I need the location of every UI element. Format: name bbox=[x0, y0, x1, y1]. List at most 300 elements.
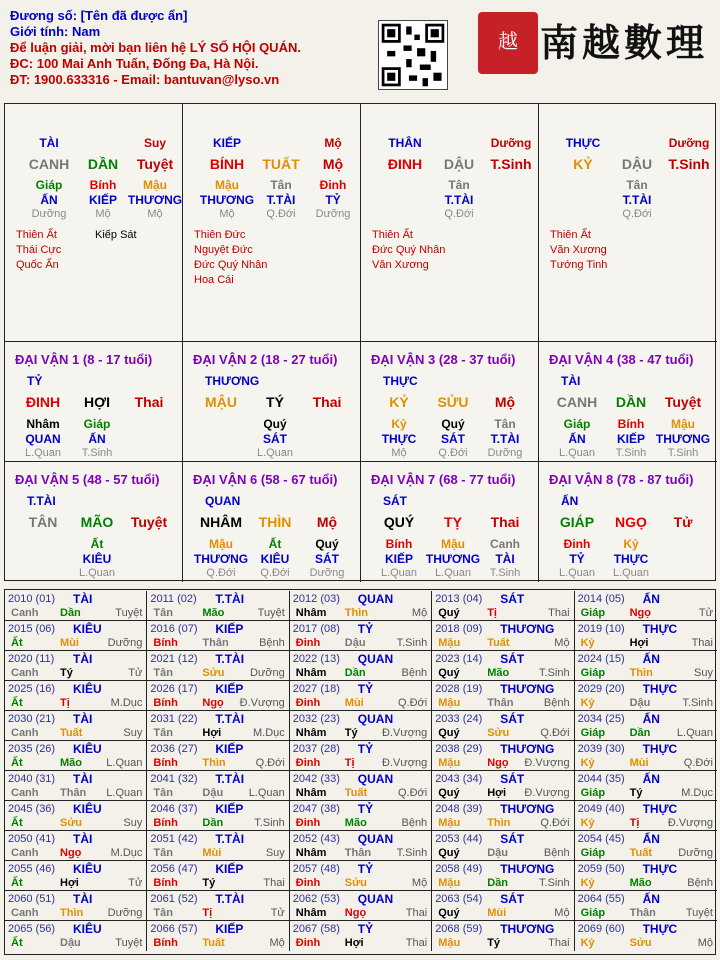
year-label: 2047 (38) bbox=[292, 803, 340, 815]
year-branch: Hợi bbox=[629, 637, 649, 649]
pillar-main: Mộ bbox=[322, 156, 344, 172]
year-cell[interactable] bbox=[5, 801, 147, 831]
year-stage: Tử bbox=[128, 667, 143, 679]
year-branch: Dần bbox=[344, 667, 366, 679]
luck-r3: Q.Đới bbox=[260, 567, 290, 579]
year-cell[interactable] bbox=[5, 831, 147, 861]
year-label: 2069 (60) bbox=[577, 923, 625, 935]
year-stem: Đinh bbox=[295, 637, 321, 649]
year-cell[interactable] bbox=[575, 621, 717, 651]
year-branch: Ngọ bbox=[629, 607, 651, 619]
year-stem: Giáp bbox=[580, 907, 606, 919]
year-stem: Kỷ bbox=[580, 637, 595, 649]
year-stage: Dưỡng bbox=[250, 667, 285, 679]
luck-r2: SÁT bbox=[441, 432, 465, 446]
luck-r1: Quý bbox=[441, 417, 465, 431]
year-god: TÀI bbox=[73, 592, 93, 606]
year-branch: Mùi bbox=[344, 697, 364, 709]
luck-main: DẦN bbox=[615, 394, 647, 410]
luck-cycle-cell[interactable] bbox=[361, 462, 539, 582]
year-cell[interactable] bbox=[5, 891, 147, 921]
year-cell[interactable] bbox=[147, 741, 289, 771]
luck-main: Tuyệt bbox=[130, 514, 168, 530]
pillar-top: Dưỡng bbox=[490, 136, 532, 150]
year-stem: Quý bbox=[438, 667, 460, 679]
year-label: 2023 (14) bbox=[435, 653, 483, 665]
year-label: 2064 (55) bbox=[577, 893, 625, 905]
luck-cycle-cell[interactable] bbox=[539, 342, 717, 462]
luck-cycle-god: QUAN bbox=[205, 494, 241, 508]
year-cell[interactable] bbox=[290, 741, 432, 771]
year-stage: T.Sinh bbox=[396, 637, 428, 649]
pillar-star: Tướng Tinh bbox=[550, 259, 608, 271]
luck-main: Thai bbox=[134, 394, 164, 410]
year-cell[interactable] bbox=[575, 681, 717, 711]
year-label: 2041 (32) bbox=[150, 773, 198, 785]
year-branch: Thân bbox=[344, 847, 372, 859]
luck-cycle-god: TỶ bbox=[27, 374, 43, 388]
year-stage: M.Dục bbox=[110, 847, 143, 859]
year-cell[interactable] bbox=[575, 831, 717, 861]
qr-code-icon[interactable] bbox=[378, 20, 448, 90]
year-branch: Tuất bbox=[629, 847, 652, 859]
luck-r3: Mộ bbox=[391, 447, 407, 459]
year-branch: Tuất bbox=[344, 787, 368, 799]
year-stage: Mộ bbox=[554, 907, 570, 919]
year-stage: Mộ bbox=[269, 937, 285, 949]
year-stem: Bính bbox=[153, 697, 178, 709]
luck-main: TÝ bbox=[266, 394, 284, 410]
year-cell[interactable] bbox=[432, 591, 574, 621]
luck-r3: L.Quan bbox=[380, 567, 418, 579]
year-cell[interactable] bbox=[147, 921, 289, 951]
year-branch: Tý bbox=[629, 787, 643, 799]
pillar-r3: Mộ bbox=[219, 208, 235, 220]
year-stem: Quý bbox=[438, 847, 460, 859]
pillar-main: ĐINH bbox=[387, 156, 423, 172]
year-stem: Đinh bbox=[295, 697, 321, 709]
year-stem: Ất bbox=[11, 937, 23, 949]
year-cell[interactable] bbox=[5, 711, 147, 741]
year-cell[interactable] bbox=[432, 771, 574, 801]
year-stage: Dưỡng bbox=[107, 907, 143, 919]
year-branch: Mão bbox=[60, 757, 82, 769]
pillar-r2: TỶ bbox=[325, 193, 341, 207]
pillar-star: Nguyệt Đức bbox=[194, 244, 253, 256]
year-stage: Tử bbox=[270, 907, 285, 919]
pillar-r2: THƯƠNG bbox=[199, 193, 255, 207]
luck-cycle-cell[interactable] bbox=[361, 342, 539, 462]
year-cell[interactable] bbox=[432, 651, 574, 681]
luck-cycle-cell[interactable] bbox=[183, 462, 361, 582]
year-cell[interactable] bbox=[575, 711, 717, 741]
year-stage: Tuyệt bbox=[257, 607, 285, 619]
year-god: KIẾP bbox=[215, 682, 244, 696]
year-label: 2050 (41) bbox=[8, 833, 56, 845]
pillar-r3: Dưỡng bbox=[315, 208, 351, 220]
year-cell[interactable] bbox=[290, 861, 432, 891]
year-cell[interactable] bbox=[290, 621, 432, 651]
year-cell[interactable] bbox=[5, 741, 147, 771]
pillar-r2: THƯƠNG bbox=[127, 193, 183, 207]
year-stage: Tử bbox=[128, 877, 143, 889]
year-cell[interactable] bbox=[5, 651, 147, 681]
year-god: SÁT bbox=[500, 652, 525, 666]
luck-r1: Đinh bbox=[563, 537, 591, 551]
year-stage: Bệnh bbox=[401, 667, 428, 679]
year-stem: Canh bbox=[11, 607, 39, 619]
year-god: TÀI bbox=[73, 772, 93, 786]
year-stem: Mậu bbox=[438, 697, 461, 709]
year-stage: Bệnh bbox=[687, 877, 713, 889]
luck-r3: T.Sinh bbox=[667, 447, 699, 459]
year-stem: Canh bbox=[11, 847, 39, 859]
year-cell[interactable] bbox=[575, 861, 717, 891]
address: ĐC: 100 Mai Anh Tuấn, Đống Đa, Hà Nội. bbox=[10, 56, 259, 71]
year-god: QUAN bbox=[357, 592, 394, 606]
year-stage: L.Quan bbox=[676, 727, 713, 739]
year-branch: Mão bbox=[344, 817, 367, 829]
luck-r3: T.Sinh bbox=[615, 447, 647, 459]
year-stem: Tân bbox=[153, 727, 173, 739]
luck-r3: T.Sinh bbox=[81, 447, 113, 459]
luck-r1: Mậu bbox=[209, 537, 233, 551]
year-branch: Thìn bbox=[629, 667, 653, 679]
year-stage: Đ.Vượng bbox=[239, 697, 285, 709]
year-branch: Dậu bbox=[60, 937, 81, 949]
luck-r1: Tân bbox=[494, 417, 516, 431]
consult-note: Để luận giải, mời bạn liên hệ LÝ SỐ HỘI QUÁN. bbox=[10, 40, 301, 55]
pillar-star: Đức Quý Nhân bbox=[372, 244, 446, 256]
year-label: 2025 (16) bbox=[8, 683, 56, 695]
luck-cycle-cell[interactable] bbox=[183, 342, 361, 462]
luck-r1: Ất bbox=[268, 537, 282, 551]
pillar-cell[interactable] bbox=[539, 104, 717, 342]
year-god: ẤN bbox=[642, 772, 660, 786]
luck-cycle-title: ĐẠI VẬN 5 (48 - 57 tuổi) bbox=[15, 472, 160, 487]
year-cell[interactable] bbox=[432, 711, 574, 741]
year-stage: Thai bbox=[405, 937, 428, 949]
year-god: T.TÀI bbox=[215, 652, 245, 666]
year-branch: Mão bbox=[202, 607, 225, 619]
year-god: THỰC bbox=[642, 802, 678, 816]
year-cell[interactable] bbox=[147, 621, 289, 651]
luck-main: KỶ bbox=[389, 394, 409, 410]
luck-r1: Kỷ bbox=[623, 537, 639, 551]
luck-r1: Ất bbox=[90, 537, 104, 551]
year-branch: Dậu bbox=[487, 847, 508, 859]
year-cell[interactable] bbox=[432, 621, 574, 651]
pillar-r2: T.TÀI bbox=[266, 193, 296, 207]
pillar-r2: KIẾP bbox=[88, 193, 118, 207]
year-stage: Suy bbox=[694, 667, 713, 679]
year-stem: Bính bbox=[153, 817, 178, 829]
year-god: TÀI bbox=[73, 892, 93, 906]
luck-r2: ẤN bbox=[88, 432, 106, 446]
pillar-r1: Bính bbox=[89, 178, 117, 192]
year-stem: Mậu bbox=[438, 937, 461, 949]
luck-r1: Canh bbox=[490, 537, 520, 551]
year-label: 2015 (06) bbox=[8, 623, 56, 635]
pillar-cell[interactable] bbox=[361, 104, 539, 342]
year-god: THỰC bbox=[642, 622, 678, 636]
year-cell[interactable] bbox=[147, 711, 289, 741]
year-cell[interactable] bbox=[290, 591, 432, 621]
year-cell[interactable] bbox=[147, 771, 289, 801]
year-god: TỶ bbox=[357, 862, 374, 876]
year-god: KIÊU bbox=[73, 802, 102, 816]
luck-main: ĐINH bbox=[25, 394, 61, 410]
year-stage: Dưỡng bbox=[678, 847, 713, 859]
year-god: KIẾP bbox=[215, 802, 244, 816]
pillar-r2: ẤN bbox=[40, 193, 58, 207]
luck-r2: TỶ bbox=[569, 552, 585, 566]
pillar-r1: Tân bbox=[448, 178, 470, 192]
year-cell[interactable] bbox=[432, 831, 574, 861]
year-label: 2022 (13) bbox=[292, 653, 340, 665]
year-label: 2061 (52) bbox=[150, 893, 198, 905]
year-god: THƯƠNG bbox=[500, 862, 555, 876]
year-label: 2014 (05) bbox=[577, 593, 625, 605]
year-stage: Suy bbox=[265, 847, 285, 859]
luck-r2: QUAN bbox=[25, 432, 61, 446]
year-god: SÁT bbox=[500, 892, 525, 906]
year-cell[interactable] bbox=[575, 771, 717, 801]
year-god: SÁT bbox=[500, 712, 525, 726]
year-stage: Mộ bbox=[697, 937, 713, 949]
year-stem: Giáp bbox=[580, 667, 606, 679]
year-stage: Tử bbox=[698, 607, 713, 619]
year-god: KIÊU bbox=[73, 862, 102, 876]
year-stem: Kỷ bbox=[580, 817, 595, 829]
year-cell[interactable] bbox=[5, 861, 147, 891]
year-cell[interactable] bbox=[147, 681, 289, 711]
year-cell[interactable] bbox=[5, 681, 147, 711]
year-cell[interactable] bbox=[432, 921, 574, 951]
luck-cycle-god: T.TÀI bbox=[27, 494, 56, 508]
year-cell[interactable] bbox=[575, 891, 717, 921]
year-branch: Hợi bbox=[487, 787, 507, 799]
year-stage: Q.Đới bbox=[397, 697, 428, 709]
year-stage: Thai bbox=[691, 637, 713, 649]
year-stage: Đ.Vượng bbox=[524, 787, 570, 799]
year-god: KIÊU bbox=[73, 622, 102, 636]
year-stem: Ất bbox=[11, 637, 23, 649]
year-stage: Thai bbox=[405, 907, 428, 919]
year-label: 2029 (20) bbox=[577, 683, 625, 695]
year-stem: Quý bbox=[438, 607, 460, 619]
year-cell[interactable] bbox=[5, 771, 147, 801]
year-cell[interactable] bbox=[290, 681, 432, 711]
pillar-star: Quốc Ấn bbox=[16, 259, 59, 271]
pillar-top: THỰC bbox=[565, 136, 601, 150]
luck-r2: KIÊU bbox=[82, 552, 112, 566]
year-cell[interactable] bbox=[147, 801, 289, 831]
year-cell[interactable] bbox=[575, 921, 717, 951]
year-cell[interactable] bbox=[290, 711, 432, 741]
year-stage: Mộ bbox=[411, 607, 428, 619]
year-stem: Kỷ bbox=[580, 757, 595, 769]
year-cell[interactable] bbox=[575, 741, 717, 771]
year-stem: Nhâm bbox=[295, 607, 327, 619]
year-branch: Tị bbox=[629, 817, 640, 829]
year-label: 2019 (10) bbox=[577, 623, 625, 635]
year-cell[interactable] bbox=[432, 801, 574, 831]
luck-cycle-cell[interactable] bbox=[539, 462, 717, 582]
year-cell[interactable] bbox=[290, 651, 432, 681]
pillar-star: Thiên Ất bbox=[372, 229, 413, 241]
year-label: 2026 (17) bbox=[150, 683, 198, 695]
year-cell[interactable] bbox=[5, 591, 147, 621]
year-label: 2066 (57) bbox=[150, 923, 198, 935]
year-cell[interactable] bbox=[147, 891, 289, 921]
year-cell[interactable] bbox=[290, 921, 432, 951]
year-branch: Dần bbox=[487, 877, 508, 889]
year-cell[interactable] bbox=[290, 891, 432, 921]
year-god: SÁT bbox=[500, 832, 525, 846]
luck-cycle-title: ĐẠI VẬN 2 (18 - 27 tuổi) bbox=[193, 352, 338, 367]
luck-r3: T.Sinh bbox=[489, 567, 521, 579]
year-god: SÁT bbox=[500, 772, 525, 786]
luck-r1: Quý bbox=[263, 417, 287, 431]
luck-r3: Q.Đới bbox=[438, 447, 468, 459]
year-stage: Mộ bbox=[554, 637, 570, 649]
year-branch: Tuất bbox=[487, 637, 510, 649]
pillar-r1: Tân bbox=[626, 178, 648, 192]
year-god: TỶ bbox=[357, 622, 374, 636]
year-branch: Mùi bbox=[487, 907, 507, 919]
pillar-cell[interactable] bbox=[5, 104, 183, 342]
year-cell[interactable] bbox=[5, 621, 147, 651]
year-label: 2056 (47) bbox=[150, 863, 198, 875]
year-god: T.TÀI bbox=[215, 712, 245, 726]
year-stem: Quý bbox=[438, 727, 460, 739]
luck-r2: TÀI bbox=[495, 552, 515, 566]
year-branch: Tuất bbox=[202, 937, 225, 949]
year-stem: Canh bbox=[11, 787, 39, 799]
year-stage: Tuyệt bbox=[115, 937, 143, 949]
year-label: 2052 (43) bbox=[292, 833, 340, 845]
pillar-top: Dưỡng bbox=[668, 136, 710, 150]
year-stage: L.Quan bbox=[106, 787, 143, 799]
year-stem: Nhâm bbox=[295, 847, 327, 859]
year-label: 2021 (12) bbox=[150, 653, 198, 665]
year-branch: Mùi bbox=[629, 757, 649, 769]
year-stem: Canh bbox=[11, 907, 39, 919]
year-cell[interactable] bbox=[575, 801, 717, 831]
luck-r1: Giáp bbox=[83, 417, 111, 431]
year-cell[interactable] bbox=[5, 921, 147, 951]
year-god: THƯƠNG bbox=[500, 742, 555, 756]
year-stem: Mậu bbox=[438, 637, 461, 649]
year-cell[interactable] bbox=[432, 681, 574, 711]
luck-main: NGỌ bbox=[615, 514, 647, 530]
pillar-main: CANH bbox=[28, 156, 70, 172]
luck-main: SỬU bbox=[437, 394, 469, 410]
year-stem: Bính bbox=[153, 637, 178, 649]
year-god: ẤN bbox=[642, 712, 660, 726]
luck-cycle-cell[interactable] bbox=[5, 342, 183, 462]
luck-r3: Dưỡng bbox=[309, 567, 345, 579]
year-label: 2045 (36) bbox=[8, 803, 56, 815]
luck-main: Thai bbox=[490, 514, 520, 530]
pillar-top: THÂN bbox=[388, 136, 422, 150]
year-stem: Nhâm bbox=[295, 787, 327, 799]
pillar-r3: Mộ bbox=[95, 208, 111, 220]
year-stem: Giáp bbox=[580, 727, 606, 739]
year-god: QUAN bbox=[357, 832, 394, 846]
pillar-r3: Q.Đới bbox=[622, 208, 652, 220]
luck-cycle-god: SÁT bbox=[383, 494, 407, 508]
year-cell[interactable] bbox=[290, 801, 432, 831]
year-branch: Sửu bbox=[60, 817, 83, 829]
year-cell[interactable] bbox=[147, 591, 289, 621]
year-branch: Thân bbox=[629, 907, 656, 919]
year-cell[interactable] bbox=[147, 651, 289, 681]
chart-header bbox=[10, 8, 301, 88]
luck-cycle-god: ẤN bbox=[561, 494, 579, 508]
luck-cycle-cell[interactable] bbox=[5, 462, 183, 582]
year-cell[interactable] bbox=[575, 591, 717, 621]
year-cell[interactable] bbox=[290, 831, 432, 861]
luck-r1: Kỷ bbox=[391, 417, 407, 431]
year-label: 2028 (19) bbox=[435, 683, 483, 695]
pillar-main: DẬU bbox=[443, 156, 475, 172]
year-cell[interactable] bbox=[147, 861, 289, 891]
year-cell[interactable] bbox=[575, 651, 717, 681]
pillar-main: T.Sinh bbox=[490, 156, 532, 172]
year-god: THỰC bbox=[642, 742, 678, 756]
luck-main: MÃO bbox=[80, 514, 114, 530]
luck-r1: Nhâm bbox=[26, 417, 60, 431]
luck-r1: Bính bbox=[385, 537, 413, 551]
pillar-main: T.Sinh bbox=[668, 156, 710, 172]
year-stage: Thai bbox=[263, 877, 285, 889]
luck-cycle-title: ĐẠI VẬN 7 (68 - 77 tuổi) bbox=[371, 472, 516, 487]
year-stage: Bệnh bbox=[543, 847, 570, 859]
luck-r2: SÁT bbox=[315, 552, 339, 566]
year-cell[interactable] bbox=[432, 741, 574, 771]
pillar-main: KỶ bbox=[573, 156, 593, 172]
pillar-r1: Giáp bbox=[35, 178, 63, 192]
year-label: 2017 (08) bbox=[292, 623, 340, 635]
year-stem: Mậu bbox=[438, 757, 461, 769]
luck-r3: L.Quan bbox=[24, 447, 62, 459]
year-branch: Thìn bbox=[487, 817, 511, 829]
year-cell[interactable] bbox=[290, 771, 432, 801]
year-label: 2018 (09) bbox=[435, 623, 483, 635]
year-cell[interactable] bbox=[432, 891, 574, 921]
year-stem: Giáp bbox=[580, 787, 606, 799]
year-branch: Tý bbox=[344, 727, 358, 739]
year-stage: T.Sinh bbox=[254, 817, 285, 829]
year-stage: L.Quan bbox=[248, 787, 285, 799]
year-branch: Thân bbox=[487, 697, 514, 709]
year-cell[interactable] bbox=[432, 861, 574, 891]
luck-main: CANH bbox=[556, 394, 598, 410]
year-cell[interactable] bbox=[147, 831, 289, 861]
luck-main: NHÂM bbox=[200, 514, 242, 530]
year-god: KIÊU bbox=[73, 742, 102, 756]
year-god: THƯƠNG bbox=[500, 802, 555, 816]
luck-r3: L.Quan bbox=[612, 567, 650, 579]
pillar-cell[interactable] bbox=[183, 104, 361, 342]
year-god: QUAN bbox=[357, 652, 394, 666]
year-stage: T.Sinh bbox=[539, 877, 570, 889]
year-stem: Kỷ bbox=[580, 697, 595, 709]
luck-r2: THỰC bbox=[381, 432, 417, 446]
year-label: 2046 (37) bbox=[150, 803, 198, 815]
